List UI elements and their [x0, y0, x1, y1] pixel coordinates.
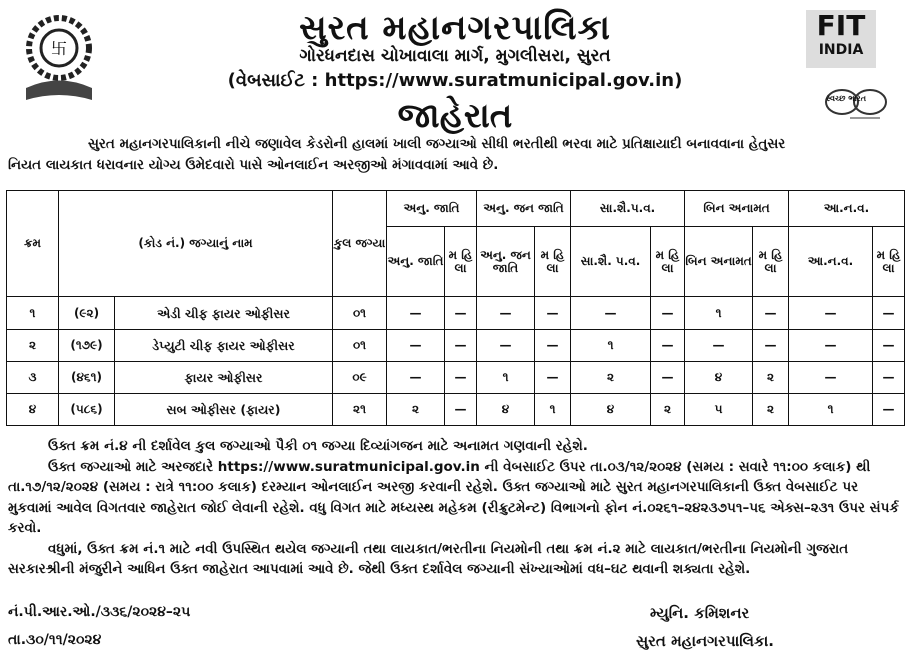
subheader-female: મ હિ લા: [651, 227, 685, 297]
cell-sebc: ૪: [571, 393, 651, 425]
table-row: [7, 361, 905, 393]
note-2: ઉક્ત જગ્યાઓ માટે અરજદારે https://www.suratmunicipal.gov.in ની વેબસાઈટ ઉપર તા.૦૩/૧૨/૨૦૨૪ (સમય : સવારે ૧૧:૦૦ કલાક) થી તા.૧૭/૧૨/૨૦૨૪ (સમય : રાત્રે ૧૧:૦૦ કલાક) દરમ્યાન ઓનલાઈન અરજી કરવાની રહેશે. ઉક્ત જગ્યાઓ માટે સુરત મહાનગરપાલિકાની ઉક્ત વેબસાઈટ પર મુકવામાં આવેલ વિગતવાર જાહેરાત જોઈ લેવાની રહેશે. વધુ વિગત માટે મધ્યસ્થ મહેકમ (રીક્રુટમેન્ટ) વિભાગનો ફોન નં.૦૨૬૧–૨૪૨૩૭૫૧–૫૬ એક્સ–૨૩૧ ઉપર સંપર્ક કરવો.: [8, 458, 899, 536]
subheader-female: મ હિ લા: [753, 227, 789, 297]
cell-sebc_f: —: [651, 329, 685, 361]
cell-open: ૧: [685, 297, 753, 329]
cell-open_f: ૨: [753, 361, 789, 393]
table-row: [7, 393, 905, 425]
note-1: ઉક્ત ક્રમ નં.૪ ની દર્શાવેલ કુલ જગ્યાઓ પૈકી ૦૧ જગ્યા દિવ્યાંગજન માટે અનામત ગણવાની રહેશે.: [48, 438, 588, 454]
swachh-bharat-logo: સ્વચ્છ ભારત: [820, 86, 892, 122]
cell-total: ૦૧: [333, 297, 387, 329]
cell-name: એડી ચીફ ફાયર ઓફીસર: [115, 297, 333, 329]
subheader-open: બિન અનામત: [685, 227, 753, 297]
cell-sebc: ૧: [571, 329, 651, 361]
org-name: સુરત મહાનગરપાલિકા: [299, 8, 611, 48]
subheader-sc: અનુ. જાતિ: [387, 227, 445, 297]
cell-sebc_f: —: [651, 297, 685, 329]
signatory-org: સુરત મહાનગરપાલિકા.: [636, 632, 774, 650]
cell-ews_f: —: [873, 361, 905, 393]
cell-st_f: —: [535, 329, 571, 361]
cell-sc: —: [387, 297, 445, 329]
notes: [8, 436, 903, 580]
subheader-female: મ હિ લા: [535, 227, 571, 297]
cell-sr: ૧: [7, 297, 59, 329]
reference-number: નં.પી.આર.ઓ./૩૩૬/૨૦૨૪–૨૫: [8, 604, 191, 620]
intro-line-1: સુરત મહાનગરપાલિકાની નીચે જણાવેલ કેડરોની હાલમાં ખાલી જગ્યાઓ સીધી ભરતીથી ભરવા માટે પ્રતિક્ષાયાદી બનાવવાના હેતુસર: [88, 136, 786, 152]
header-sebc: સા.શૈ.પ.વ.: [571, 191, 685, 227]
cell-open_f: ૨: [753, 393, 789, 425]
cell-open: ૪: [685, 361, 753, 393]
website-label: (વેબસાઈટ : https://www.suratmunicipal.gov.in): [227, 70, 683, 91]
cell-sc_f: —: [445, 329, 477, 361]
cell-code: (૯૨): [59, 297, 115, 329]
cell-ews: —: [789, 361, 873, 393]
cell-ews_f: —: [873, 297, 905, 329]
fit-india-logo: FIT INDIA: [806, 10, 876, 68]
cell-total: ૦૧: [333, 329, 387, 361]
header-post: (કોડ નં.) જગ્યાનું નામ: [59, 191, 333, 297]
cell-sr: ૨: [7, 329, 59, 361]
svg-text:卐: 卐: [50, 39, 68, 58]
subheader-sebc: સા.શૈ. પ.વ.: [571, 227, 651, 297]
cell-name: ફાયર ઓફીસર: [115, 361, 333, 393]
cell-st_f: —: [535, 361, 571, 393]
cell-st: ૧: [477, 361, 535, 393]
cell-st: —: [477, 297, 535, 329]
subheader-ews: આ.ન.વ.: [789, 227, 873, 297]
table-row: [7, 297, 905, 329]
header-st: અનુ. જન જાતિ: [477, 191, 571, 227]
cell-ews: —: [789, 297, 873, 329]
header-total: કુલ જગ્યા: [333, 191, 387, 297]
cell-code: (૧૭૯): [59, 329, 115, 361]
subheader-female: મ હિ લા: [873, 227, 905, 297]
cell-sc: —: [387, 361, 445, 393]
cell-total: ૦૯: [333, 361, 387, 393]
intro-line-2: નિયત લાયકાત ધરાવનાર યોગ્ય ઉમેદવારો પાસે ઓનલાઈન અરજીઓ મંગાવવામાં આવે છે.: [8, 157, 499, 173]
header-open: બિન અનામત: [685, 191, 789, 227]
cell-total: ૨૧: [333, 393, 387, 425]
cell-sebc: ૨: [571, 361, 651, 393]
cell-open: —: [685, 329, 753, 361]
cell-sebc: —: [571, 297, 651, 329]
subheader-female: મ હિ લા: [445, 227, 477, 297]
cell-st: —: [477, 329, 535, 361]
cell-sebc_f: —: [651, 361, 685, 393]
cell-name: સબ ઓફીસર (ફાયર): [115, 393, 333, 425]
header-sc: અનુ. જાતિ: [387, 191, 477, 227]
cell-st_f: —: [535, 297, 571, 329]
signatory-title: મ્યુનિ. કમિશનર: [650, 604, 750, 622]
vacancy-table: [6, 190, 905, 426]
org-address: ગોરધનદાસ ચોખાવાલા માર્ગ, મુગલીસરા, સુરત: [299, 46, 611, 66]
cell-sr: ૪: [7, 393, 59, 425]
cell-name: ડેપ્યુટી ચીફ ફાયર ઓફીસર: [115, 329, 333, 361]
cell-sc: ૨: [387, 393, 445, 425]
cell-sebc_f: ૨: [651, 393, 685, 425]
cell-sc_f: —: [445, 361, 477, 393]
cell-sc_f: —: [445, 393, 477, 425]
cell-ews_f: —: [873, 393, 905, 425]
notice-date: તા.૩૦/૧૧/૨૦૨૪: [8, 632, 102, 648]
header-sr: ક્રમ: [7, 191, 59, 297]
table-row: [7, 329, 905, 361]
cell-code: (૪૬૧): [59, 361, 115, 393]
cell-open: ૫: [685, 393, 753, 425]
cell-sc: —: [387, 329, 445, 361]
header-ews: આ.ન.વ.: [789, 191, 905, 227]
notice-title: જાહેરાત: [397, 96, 513, 136]
cell-open_f: —: [753, 297, 789, 329]
cell-st: ૪: [477, 393, 535, 425]
cell-code: (૫૮૬): [59, 393, 115, 425]
cell-sr: ૩: [7, 361, 59, 393]
cell-ews: ૧: [789, 393, 873, 425]
cell-sc_f: —: [445, 297, 477, 329]
subheader-st: અનુ. જન જાતિ: [477, 227, 535, 297]
cell-ews_f: —: [873, 329, 905, 361]
cell-ews: —: [789, 329, 873, 361]
note-3: વધુમાં, ઉક્ત ક્રમ નં.૧ માટે નવી ઉપસ્થિત થયેલ જગ્યાની તથા લાયકાત/ભરતીના નિયમોની તથા ક્રમ નં.૨ માટે લાયકાત/ભરતીના નિયમોની ગુજરાત સરકારશ્રીની મંજુરીને આધિન ઉક્ત જાહેરાત આપવામાં આવે છે. જેથી ઉક્ત દર્શાવેલ જગ્યાની સંખ્યાઓમાં વધ–ઘટ થવાની શક્યતા રહેશે.: [8, 540, 849, 577]
cell-st_f: ૧: [535, 393, 571, 425]
cell-open_f: —: [753, 329, 789, 361]
